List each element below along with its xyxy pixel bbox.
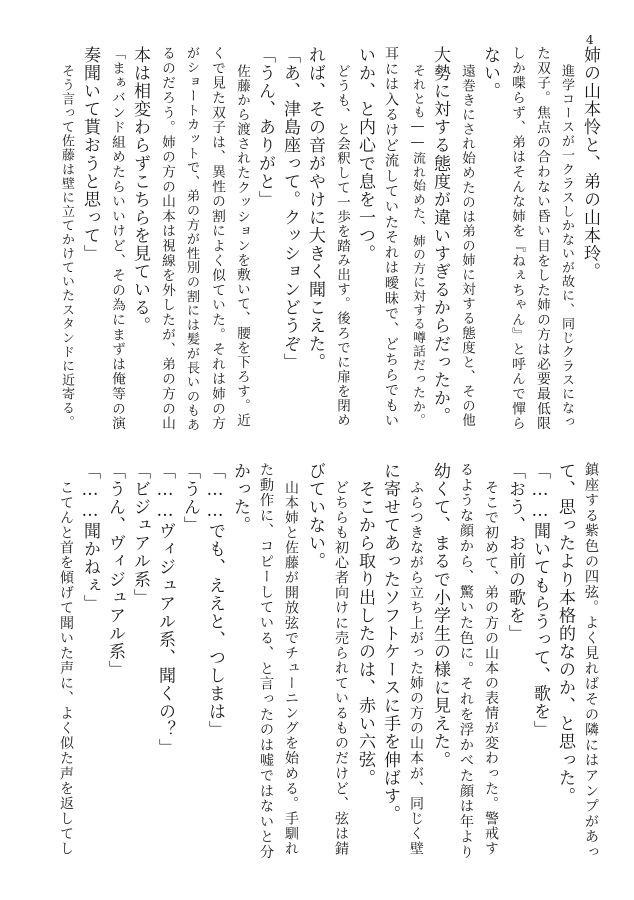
text-column: 「ビジュアル系」 xyxy=(130,462,150,607)
text-column: こてんと首を傾げて聞いた声に、よく似た声を返してし xyxy=(58,480,74,857)
text-column: 「おう、お前の歌を」 xyxy=(505,462,525,643)
text-column: ない。 xyxy=(480,46,500,101)
page-number: 4 xyxy=(586,33,594,47)
text-column: 「あ、津島座って。クッションどうぞ」 xyxy=(280,46,300,371)
text-column: 大勢に対する態度が違いすぎるからだったか。 xyxy=(430,46,450,426)
text-column: そこから取り出したのは、赤い六弦。 xyxy=(355,480,375,787)
text-column: 山本姉と佐藤が開放弦でチューニングを始める。手馴れ xyxy=(283,480,299,857)
text-column: それとも――流れ始めた、姉の方に対する噂話だったか。 xyxy=(410,64,425,428)
text-column: 幼くて、まるで小学生の様に見えた。 xyxy=(430,462,450,769)
text-column: 遠巻きにされ始めたのは弟の姉に対する態度と、その他 xyxy=(459,64,475,428)
text-column: 「うん、ヴィジュアル系」 xyxy=(105,462,125,679)
text-column: どちらも初心者向けに売られているものだけど、弦は錆 xyxy=(333,480,349,857)
text-column: どうも、と会釈して一歩を踏み出す。後ろでに扉を閉め xyxy=(334,64,350,428)
text-column: かった。 xyxy=(230,462,250,535)
text-column: 「うん」 xyxy=(180,462,200,535)
text-column: ふらつきながら立ち上がった姉の方の山本が、同じく壁 xyxy=(408,480,424,857)
text-column: て、思ったより本格的なのか、と思った。 xyxy=(555,462,575,805)
text-column: 「……ヴィジュアル系、聞くの？」 xyxy=(155,462,175,757)
text-column: に寄せてあったソフトケースに手を伸ばす。 xyxy=(380,462,400,823)
text-column: くで見た双子は、異性の割によく似ていた。それは姉の方 xyxy=(209,46,225,431)
text-column: 「……聞いてもらうって、歌を」 xyxy=(530,462,550,739)
text-column: 「……聞かねぇ」 xyxy=(80,462,100,613)
text-column: 本は相変わらずこちらを見ている。 xyxy=(130,46,150,335)
text-column: れば、その音がやけに大きく聞こえた。 xyxy=(305,46,325,371)
text-column: しか喋らず、弟はそんな姉を『ねぇちゃん』と呼んで憚ら xyxy=(509,46,525,431)
text-column: 「……でも、ええと、つしまは」 xyxy=(205,462,225,739)
text-column: るような顔から、驚いた色に。それを浮かべた顔は年より xyxy=(458,462,474,860)
lower-text-block xyxy=(38,462,598,862)
text-column: た動作に、コピーしている、と言ったのは嘘ではないと分 xyxy=(258,462,274,860)
text-column: がショートカットで、弟の方が性別の割には髪が長いのもあ xyxy=(184,46,199,433)
text-column: た双子。焦点の合わない昏い目をした姉の方は必要最低限 xyxy=(534,46,550,431)
text-column: 佐藤から渡されたクッションを敷いて、腰を下ろす。近 xyxy=(234,64,250,428)
text-column: るのだろう。姉の方の山本は視線を外したが、弟の方の山 xyxy=(159,46,175,431)
text-column: 「うん、ありがと」 xyxy=(255,46,275,209)
text-column: 「まぁバンド組めたらいいけど、その為にまずは俺等の演 xyxy=(109,46,125,431)
text-column: 姉の山本怜と、弟の山本玲。 xyxy=(580,46,600,281)
text-column: そう言って佐藤は壁に立てかけていたスタンドに近寄る。 xyxy=(59,64,74,430)
text-column: 奏聞いて貰おうと思って」 xyxy=(80,46,100,263)
text-column: いか、と内心で息を一つ。 xyxy=(355,46,375,263)
text-column: 進学コースが一クラスしかないが故に、同じクラスになっ xyxy=(559,64,574,430)
text-column: そこで初めて、弟の方の山本の表情が変わった。警戒す xyxy=(483,480,499,857)
text-column: びていない。 xyxy=(305,462,325,571)
upper-text-block xyxy=(38,46,598,432)
text-column: 耳には入るけど流していたそれは曖昧で、どちらでもい xyxy=(383,46,399,429)
text-column: 鎮座する紫色の四弦。よく見ればその隣にはアンプがあっ xyxy=(583,462,599,860)
